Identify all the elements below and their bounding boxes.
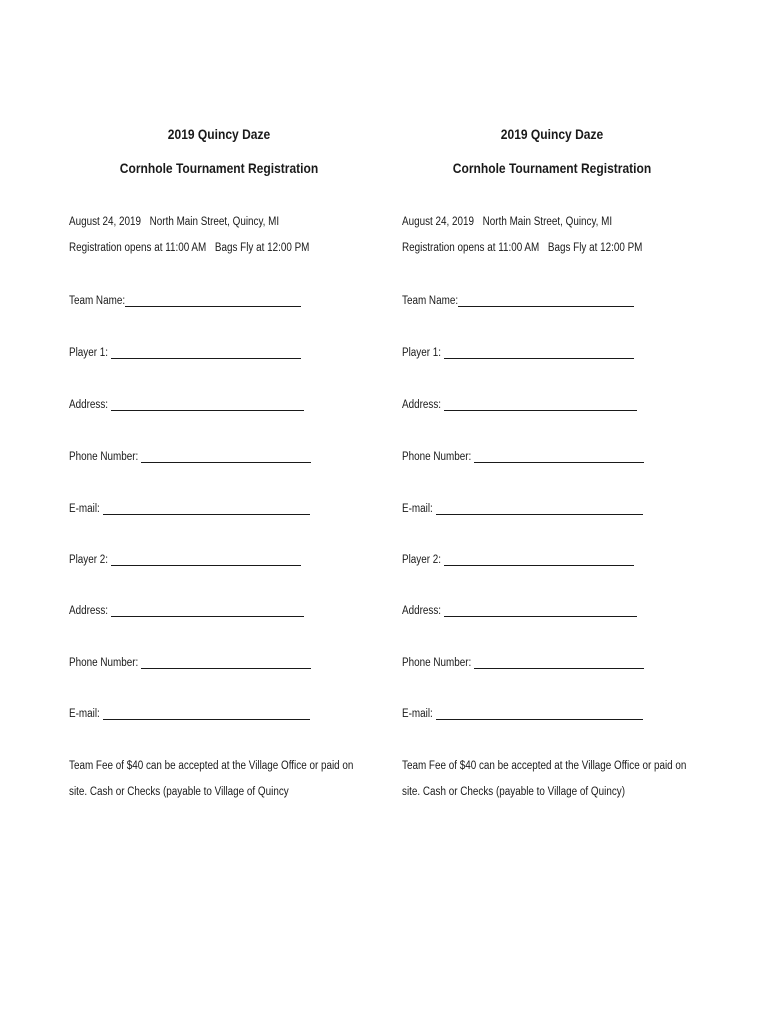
fee-note-line2: site. Cash or Checks (payable to Village of Quincy) <box>402 786 626 798</box>
registration-time: Registration opens at 11:00 AM <box>69 242 207 254</box>
event-times <box>402 242 642 254</box>
address2-field[interactable] <box>69 604 304 617</box>
form-title: 2019 Quincy Daze <box>167 126 271 142</box>
fee-note-line1: Team Fee of $40 can be accepted at the Village Office or paid on <box>69 760 354 772</box>
player2-blank[interactable] <box>444 553 634 566</box>
phone1-blank[interactable] <box>474 450 644 463</box>
phone2-field[interactable] <box>69 656 311 669</box>
address2-field[interactable] <box>402 604 637 617</box>
player1-blank[interactable] <box>111 346 301 359</box>
phone1-label: Phone Number: <box>402 451 472 463</box>
fee-note-line2: site. Cash or Checks (payable to Village of Quincy <box>69 786 289 798</box>
registration-time: Registration opens at 11:00 AM <box>402 242 540 254</box>
registration-form-right <box>402 0 712 1024</box>
address2-label: Address: <box>69 605 109 617</box>
team-name-blank[interactable] <box>125 294 301 307</box>
phone2-label: Phone Number: <box>402 657 472 669</box>
address1-blank[interactable] <box>444 398 637 411</box>
team-name-field[interactable] <box>69 294 301 307</box>
registration-form-left <box>69 0 379 1024</box>
bags-fly-time: Bags Fly at 12:00 PM <box>214 242 310 254</box>
player2-label: Player 2: <box>69 554 109 566</box>
player2-label: Player 2: <box>402 554 442 566</box>
event-location: North Main Street, Quincy, MI <box>149 216 280 228</box>
event-times <box>69 242 309 254</box>
address1-field[interactable] <box>69 398 304 411</box>
email2-blank[interactable] <box>436 707 643 720</box>
phone2-field[interactable] <box>402 656 644 669</box>
fee-note-line1: Team Fee of $40 can be accepted at the Village Office or paid on <box>402 760 687 772</box>
email1-field[interactable] <box>402 502 643 515</box>
player1-label: Player 1: <box>69 347 109 359</box>
address2-blank[interactable] <box>111 604 304 617</box>
player2-field[interactable] <box>402 553 634 566</box>
event-date: August 24, 2019 <box>402 216 475 228</box>
team-name-field[interactable] <box>402 294 634 307</box>
email2-label: E-mail: <box>402 708 433 720</box>
phone1-field[interactable] <box>69 450 311 463</box>
address1-label: Address: <box>69 399 109 411</box>
email2-blank[interactable] <box>103 707 310 720</box>
email1-blank[interactable] <box>436 502 643 515</box>
email1-blank[interactable] <box>103 502 310 515</box>
player1-blank[interactable] <box>444 346 634 359</box>
email1-label: E-mail: <box>69 503 100 515</box>
form-subtitle: Cornhole Tournament Registration <box>119 160 319 176</box>
event-date-location <box>69 216 279 228</box>
email2-field[interactable] <box>69 707 310 720</box>
team-name-label: Team Name: <box>402 295 459 307</box>
phone1-blank[interactable] <box>141 450 311 463</box>
phone1-label: Phone Number: <box>69 451 139 463</box>
phone2-label: Phone Number: <box>69 657 139 669</box>
phone2-blank[interactable] <box>141 656 311 669</box>
team-name-blank[interactable] <box>458 294 634 307</box>
email2-field[interactable] <box>402 707 643 720</box>
player1-field[interactable] <box>402 346 634 359</box>
bags-fly-time: Bags Fly at 12:00 PM <box>547 242 643 254</box>
email2-label: E-mail: <box>69 708 100 720</box>
address2-label: Address: <box>402 605 442 617</box>
event-date: August 24, 2019 <box>69 216 142 228</box>
phone2-blank[interactable] <box>474 656 644 669</box>
form-title: 2019 Quincy Daze <box>500 126 604 142</box>
event-date-location <box>402 216 612 228</box>
player1-field[interactable] <box>69 346 301 359</box>
address2-blank[interactable] <box>444 604 637 617</box>
phone1-field[interactable] <box>402 450 644 463</box>
email1-field[interactable] <box>69 502 310 515</box>
email1-label: E-mail: <box>402 503 433 515</box>
event-location: North Main Street, Quincy, MI <box>482 216 613 228</box>
form-subtitle: Cornhole Tournament Registration <box>452 160 652 176</box>
player2-field[interactable] <box>69 553 301 566</box>
player2-blank[interactable] <box>111 553 301 566</box>
address1-blank[interactable] <box>111 398 304 411</box>
address1-label: Address: <box>402 399 442 411</box>
team-name-label: Team Name: <box>69 295 126 307</box>
address1-field[interactable] <box>402 398 637 411</box>
player1-label: Player 1: <box>402 347 442 359</box>
